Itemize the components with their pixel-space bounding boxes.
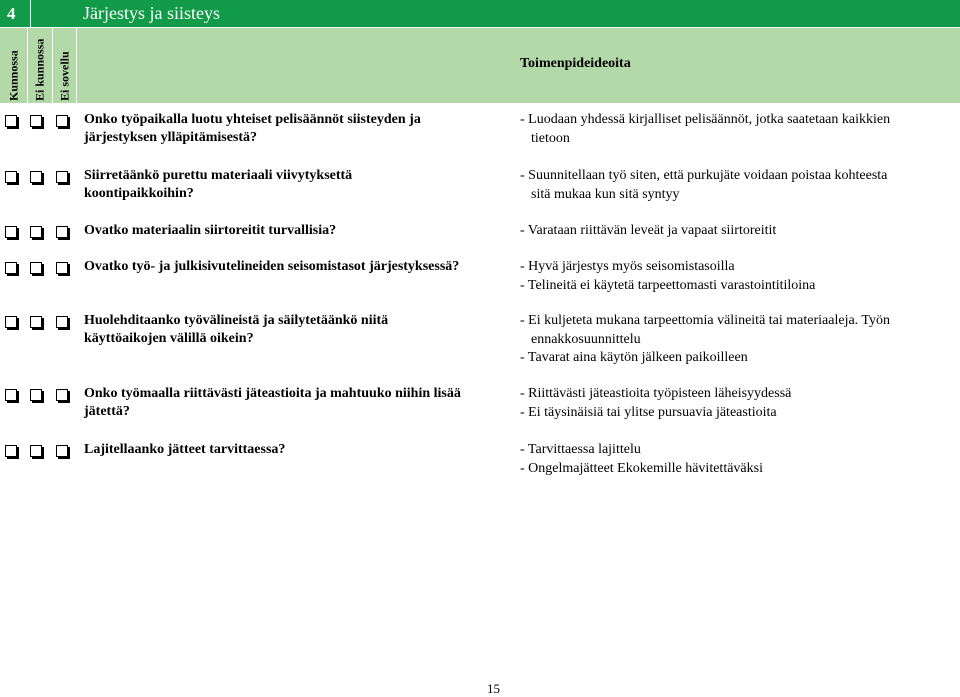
question-text: Onko työpaikalla luotu yhteiset pelisäännöt siisteyden ja järjestyksen ylläpitämisestä? bbox=[84, 112, 421, 145]
ei-kunnossa-checkbox[interactable] bbox=[30, 171, 42, 183]
question-text: Lajitellaanko jätteet tarvittaessa? bbox=[84, 442, 286, 457]
column-divider bbox=[52, 28, 53, 103]
kunnossa-checkbox[interactable] bbox=[5, 262, 17, 274]
action-item-continuation: ennakkosuunnittelu bbox=[531, 331, 641, 347]
action-ideas bbox=[520, 385, 950, 422]
action-item: - Luodaan yhdessä kirjalliset pelisäännöt, jotka saatetaan kaikkien bbox=[520, 112, 891, 127]
action-ideas bbox=[520, 167, 950, 204]
action-item-continuation: sitä mukaa kun sitä syntyy bbox=[531, 186, 680, 202]
question-text: Onko työmaalla riittävästi jäteastioita ja mahtuuko niihin lisää jätettä? bbox=[84, 386, 461, 419]
action-ideas bbox=[520, 111, 950, 148]
action-ideas bbox=[520, 222, 950, 241]
section-number: 4 bbox=[0, 0, 31, 27]
column-header-bar bbox=[0, 28, 960, 103]
actions-column-title: Toimenpideideoita bbox=[520, 56, 631, 71]
ei-kunnossa-checkbox[interactable] bbox=[30, 389, 42, 401]
section-title: Järjestys ja siisteys bbox=[83, 3, 220, 23]
action-item: - Tarvittaessa lajittelu bbox=[520, 442, 641, 457]
question-text: Huolehditaanko työvälineistä ja säilytetäänkö niitä käyttöaikojen välillä oikein? bbox=[84, 313, 389, 346]
action-item: - Ei täysinäisiä tai ylitse pursuavia jäteastioita bbox=[520, 404, 777, 420]
action-item: - Telineitä ei käytetä tarpeettomasti varastointitiloina bbox=[520, 277, 816, 293]
action-ideas bbox=[520, 258, 950, 295]
action-item: - Riittävästi jäteastioita työpisteen läheisyydessä bbox=[520, 386, 792, 401]
action-ideas bbox=[520, 441, 950, 478]
ei-sovellu-checkbox[interactable] bbox=[56, 226, 68, 238]
ei-sovellu-checkbox[interactable] bbox=[56, 316, 68, 328]
ei-sovellu-checkbox[interactable] bbox=[56, 171, 68, 183]
action-ideas bbox=[520, 312, 950, 368]
ei-kunnossa-checkbox[interactable] bbox=[30, 226, 42, 238]
action-item: - Suunnitellaan työ siten, että purkujäte voidaan poistaa kohteesta bbox=[520, 168, 888, 183]
ei-kunnossa-checkbox[interactable] bbox=[30, 445, 42, 457]
section-header bbox=[0, 0, 960, 27]
column-ei-kunnossa: Ei kunnossa bbox=[32, 38, 47, 101]
action-item: - Ongelmajätteet Ekokemille hävitettäväksi bbox=[520, 460, 763, 476]
ei-kunnossa-checkbox[interactable] bbox=[30, 316, 42, 328]
column-divider bbox=[76, 28, 77, 103]
kunnossa-checkbox[interactable] bbox=[5, 389, 17, 401]
kunnossa-checkbox[interactable] bbox=[5, 445, 17, 457]
kunnossa-checkbox[interactable] bbox=[5, 171, 17, 183]
action-item: - Varataan riittävän leveät ja vapaat siirtoreitit bbox=[520, 223, 777, 238]
kunnossa-checkbox[interactable] bbox=[5, 115, 17, 127]
action-item: - Tavarat aina käytön jälkeen paikoilleen bbox=[520, 350, 748, 365]
question-text: Ovatko työ- ja julkisivutelineiden seisomistasot järjestyksessä? bbox=[84, 259, 460, 274]
question-text: Siirretäänkö purettu materiaali viivytyksettä koontipaikkoihin? bbox=[84, 168, 353, 201]
ei-sovellu-checkbox[interactable] bbox=[56, 115, 68, 127]
question-text: Ovatko materiaalin siirtoreitit turvallisia? bbox=[84, 223, 337, 238]
column-ei-sovellu: Ei sovellu bbox=[57, 51, 72, 101]
column-kunnossa: Kunnossa bbox=[6, 50, 21, 101]
column-divider bbox=[27, 28, 28, 103]
action-item-continuation: tietoon bbox=[531, 130, 570, 146]
kunnossa-checkbox[interactable] bbox=[5, 316, 17, 328]
ei-sovellu-checkbox[interactable] bbox=[56, 262, 68, 274]
ei-sovellu-checkbox[interactable] bbox=[56, 389, 68, 401]
action-item: - Hyvä järjestys myös seisomistasoilla bbox=[520, 259, 735, 274]
ei-sovellu-checkbox[interactable] bbox=[56, 445, 68, 457]
action-item: - Ei kuljeteta mukana tarpeettomia välineitä tai materiaaleja. Työn bbox=[520, 313, 890, 328]
kunnossa-checkbox[interactable] bbox=[5, 226, 17, 238]
page-number: 15 bbox=[487, 681, 500, 696]
ei-kunnossa-checkbox[interactable] bbox=[30, 115, 42, 127]
ei-kunnossa-checkbox[interactable] bbox=[30, 262, 42, 274]
